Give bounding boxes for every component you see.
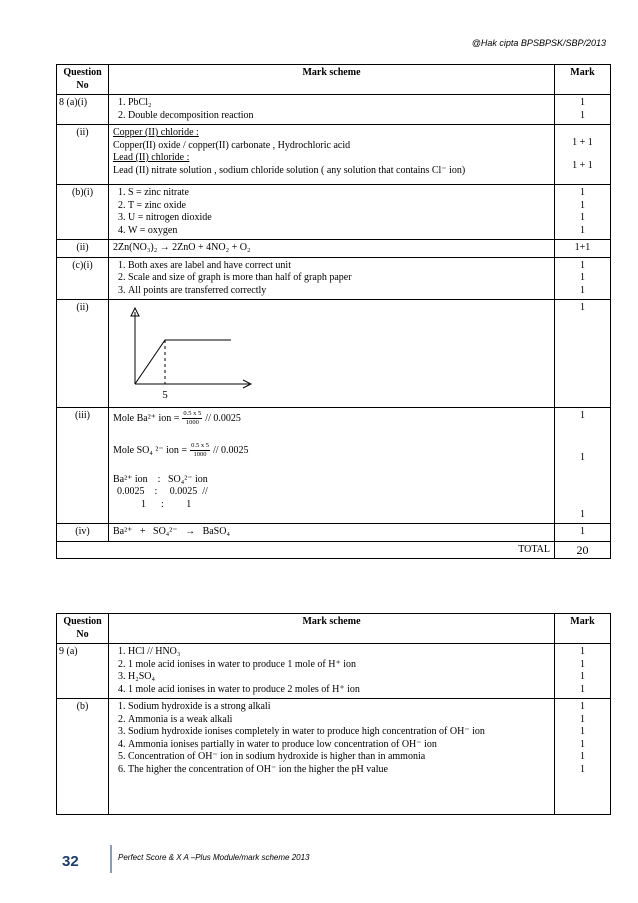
scheme-cell: 1. S = zinc nitrate 2. T = zinc oxide 3. U = nitrogen dioxide 4. W = oxygen — [109, 185, 555, 240]
table-header-row — [57, 65, 611, 95]
mark-cell: 1 — [555, 524, 611, 542]
footer-text: Perfect Score & X A –Plus Module/mark scheme 2013 — [118, 853, 310, 862]
mark-scheme-table-q8 — [56, 64, 611, 559]
footer-divider — [110, 845, 112, 873]
fraction: $\frac{0.5 x 5}{1000}$ — [183, 409, 202, 426]
total-label: TOTAL — [57, 541, 555, 559]
question-label: (c)(i) — [57, 257, 109, 300]
scheme-cell: 1. PbCl₂ 2. Double decomposition reaction — [109, 95, 555, 125]
total-value: 20 — [555, 541, 611, 559]
mark-cell: 1 + 1 1 + 1 — [555, 125, 611, 185]
question-label: 8 (a)(i) — [57, 95, 109, 125]
mark-scheme-table-q9 — [56, 613, 611, 815]
mark-header: Mark — [555, 614, 611, 644]
table-row — [57, 699, 611, 815]
table-row — [57, 300, 611, 408]
scheme-cell — [109, 300, 555, 408]
question-label: (iii) — [57, 407, 109, 524]
table-row — [57, 185, 611, 240]
scheme-header: Mark scheme — [109, 614, 555, 644]
graph-sketch — [113, 302, 263, 400]
page-number: 32 — [62, 853, 79, 870]
mark-cell: 1 1 1 1 — [555, 644, 611, 699]
mark-cell: 1 — [555, 300, 611, 408]
question-header: Question No — [57, 614, 109, 644]
mark-header: Mark — [555, 65, 611, 95]
page-header: @Hak cipta BPSBPSK/SBP/2013 — [471, 38, 606, 48]
table-row — [57, 240, 611, 258]
question-label: 9 (a) — [57, 644, 109, 699]
mark-cell: 1+1 — [555, 240, 611, 258]
question-label: (ii) — [57, 240, 109, 258]
scheme-cell: 2Zn(NO₃)₂ → 2ZnO + 4NO₂ + O₂ — [109, 240, 555, 258]
scheme-cell: 1. Sodium hydroxide is a strong alkali 2. Ammonia is a weak alkali 3. Sodium hydroxide ionises completely in water to produce high concentration of OH⁻ ion 4. Ammonia ionises partially in water to produce low concentration of OH⁻ ion 5. Concentration of OH⁻ ion in sodium hydroxide is higher than in ammonia 6. The higher the concentration of OH⁻ ion the higher the pH value — [109, 699, 555, 815]
table-row — [57, 644, 611, 699]
table-row — [57, 257, 611, 300]
scheme-cell: 1. Both axes are label and have correct unit 2. Scale and size of graph is more than half of graph paper 3. All points are transferred correctly — [109, 257, 555, 300]
total-row — [57, 541, 611, 559]
scheme-header: Mark scheme — [109, 65, 555, 95]
question-label: (b)(i) — [57, 185, 109, 240]
mark-cell: 1 1 1 1 — [555, 185, 611, 240]
graph-line — [135, 340, 231, 384]
mark-cell: 1 1 1 — [555, 257, 611, 300]
scheme-cell: Ba²⁺ + SO₄²⁻ → BaSO₄ — [109, 524, 555, 542]
table-header-row — [57, 614, 611, 644]
scheme-cell: Copper (II) chloride : Copper(II) oxide / copper(II) carbonate , Hydrochloric acid Lead (II) chloride : Lead (II) nitrate solution , sodium chloride solution ( any solution that contains Cl⁻ ion) — [109, 125, 555, 185]
mark-cell: 1 1 1 — [555, 407, 611, 524]
table-row — [57, 524, 611, 542]
question-label: (ii) — [57, 125, 109, 185]
question-label: (ii) — [57, 300, 109, 408]
scheme-cell: 1. HCl // HNO₃ 2. 1 mole acid ionises in water to produce 1 mole of H⁺ ion 3. H₂SO₄ 4. 1 mole acid ionises in water to produce 2 moles of H⁺ ion — [109, 644, 555, 699]
scheme-cell: Mole Ba²⁺ ion = $\frac{0.5 x 5}{1000}$ // 0.0025 Mole SO₄ ²⁻ ion = $\frac{0.5 x 5}{1000}$ // 0.0025 Ba²⁺ ion : SO₄²⁻ ion 0.0025 : 0.0025 // 1 : 1 — [109, 407, 555, 524]
question-label: (iv) — [57, 524, 109, 542]
mark-cell: 1 1 1 1 1 1 — [555, 699, 611, 815]
mark-cell: 1 1 — [555, 95, 611, 125]
table-row — [57, 407, 611, 524]
table-row — [57, 95, 611, 125]
question-header: Question No — [57, 65, 109, 95]
graph-label: 5 — [162, 389, 168, 400]
question-label: (b) — [57, 699, 109, 815]
table-row — [57, 125, 611, 185]
fraction: $\frac{0.5 x 5}{1000}$ — [191, 441, 209, 458]
